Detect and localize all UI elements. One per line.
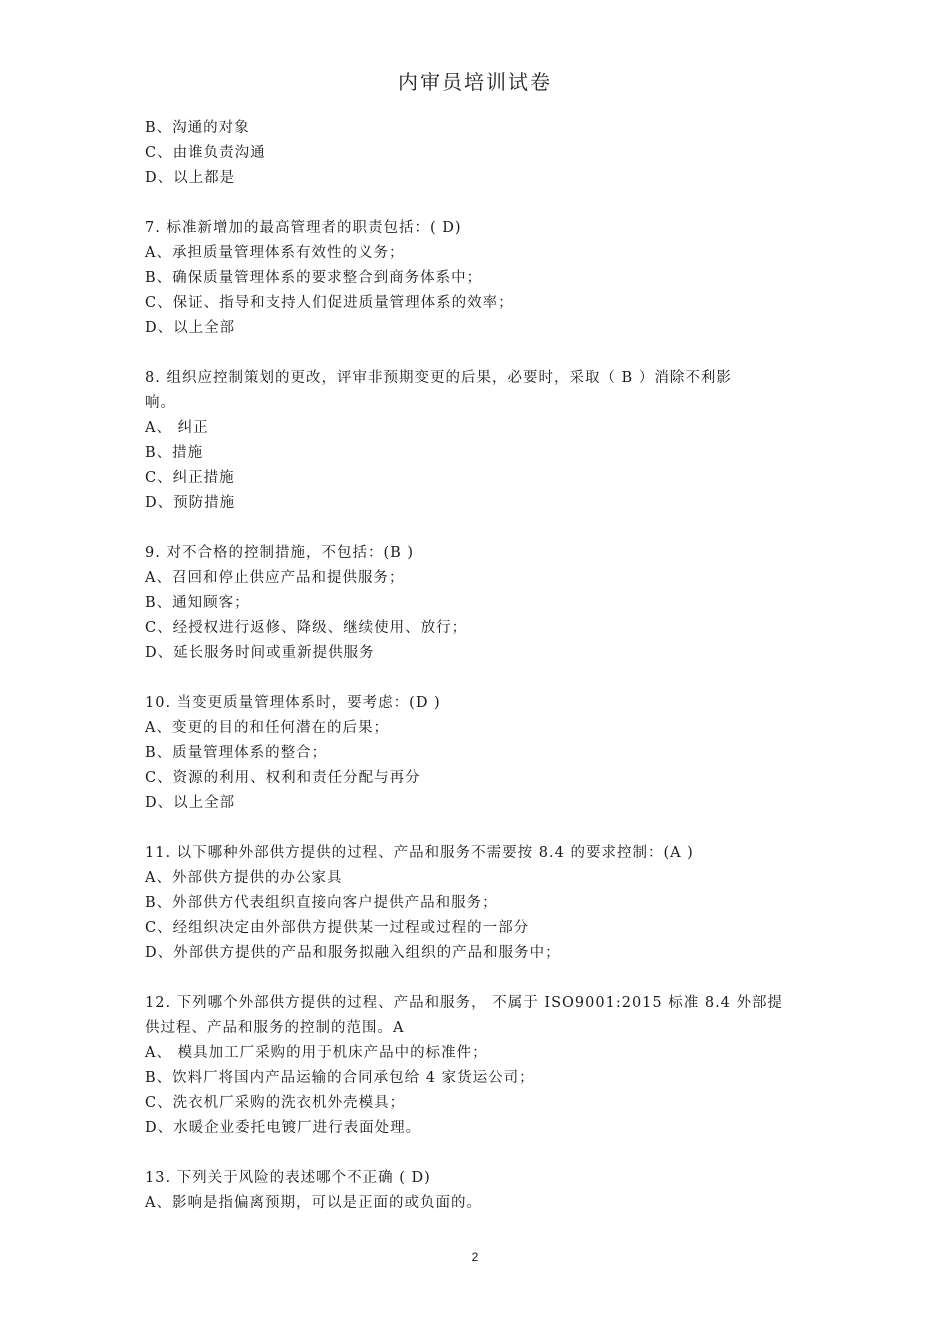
question-10: [145, 691, 815, 816]
option-line: B、确保质量管理体系的要求整合到商务体系中；: [145, 270, 483, 286]
option-line: B、外部供方代表组织直接向客户提供产品和服务；: [145, 895, 498, 911]
option-line: B、沟通的对象: [145, 120, 250, 136]
question-7: [145, 216, 815, 341]
carryover-options: [145, 116, 815, 191]
option-line: D、外部供方提供的产品和服务拟融入组织的产品和服务中；: [145, 945, 561, 961]
page-title: 内审员培训试卷: [398, 70, 552, 94]
question-9: [145, 541, 815, 666]
option-line: C、由谁负责沟通: [145, 145, 266, 161]
option-line: C、保证、指导和支持人们促进质量管理体系的效率；: [145, 295, 514, 311]
question-stem: 响。: [145, 395, 176, 411]
question-stem: 8. 组织应控制策划的更改，评审非预期变更的后果，必要时，采取（ B ）消除不利影: [145, 370, 732, 386]
option-line: D、以上都是: [145, 170, 236, 186]
question-stem: 10. 当变更质量管理体系时，要考虑：(D ): [145, 695, 441, 711]
question-stem: 9. 对不合格的控制措施，不包括：(B ): [145, 545, 415, 561]
option-line: A、 纠正: [145, 420, 209, 436]
option-line: B、措施: [145, 445, 204, 461]
question-12: [145, 991, 815, 1141]
option-line: D、预防措施: [145, 495, 236, 511]
option-line: A、影响是指偏离预期，可以是正面的或负面的。: [145, 1195, 482, 1211]
question-13: [145, 1166, 815, 1216]
option-line: D、以上全部: [145, 320, 236, 336]
option-line: C、洗衣机厂采购的洗衣机外壳模具；: [145, 1095, 406, 1111]
question-stem: 供过程、产品和服务的控制的范围。A: [145, 1020, 405, 1036]
option-line: C、经组织决定由外部供方提供某一过程或过程的一部分: [145, 920, 530, 936]
question-11: [145, 841, 815, 966]
option-line: C、经授权进行返修、降级、继续使用、放行；: [145, 620, 468, 636]
option-line: A、承担质量管理体系有效性的义务；: [145, 245, 405, 261]
question-stem: 7. 标准新增加的最高管理者的职责包括：( D): [145, 220, 462, 236]
option-line: D、延长服务时间或重新提供服务: [145, 645, 375, 661]
option-line: B、质量管理体系的整合；: [145, 745, 328, 761]
option-line: A、外部供方提供的办公家具: [145, 870, 343, 886]
option-line: B、饮料厂将国内产品运输的合同承包给 4 家货运公司；: [145, 1070, 535, 1086]
question-list: [145, 116, 815, 1216]
option-line: C、纠正措施: [145, 470, 235, 486]
question-stem: 11. 以下哪种外部供方提供的过程、产品和服务不需要按 8.4 的要求控制：(A ): [145, 845, 694, 861]
option-line: C、资源的利用、权利和责任分配与再分: [145, 770, 421, 786]
question-stem: 13. 下列关于风险的表述哪个不正确 ( D): [145, 1170, 431, 1186]
option-line: D、以上全部: [145, 795, 236, 811]
option-line: A、召回和停止供应产品和提供服务；: [145, 570, 405, 586]
option-line: A、变更的目的和任何潜在的后果；: [145, 720, 389, 736]
option-line: D、水暖企业委托电镀厂进行表面处理。: [145, 1120, 422, 1136]
option-line: B、通知顾客；: [145, 595, 250, 611]
question-8: [145, 366, 815, 516]
question-stem: 12. 下列哪个外部供方提供的过程、产品和服务， 不属于 ISO9001:2015 标准 8.4 外部提: [145, 995, 784, 1011]
page-number: 2: [471, 1250, 479, 1264]
option-line: A、 模具加工厂采购的用于机床产品中的标准件；: [145, 1045, 488, 1061]
